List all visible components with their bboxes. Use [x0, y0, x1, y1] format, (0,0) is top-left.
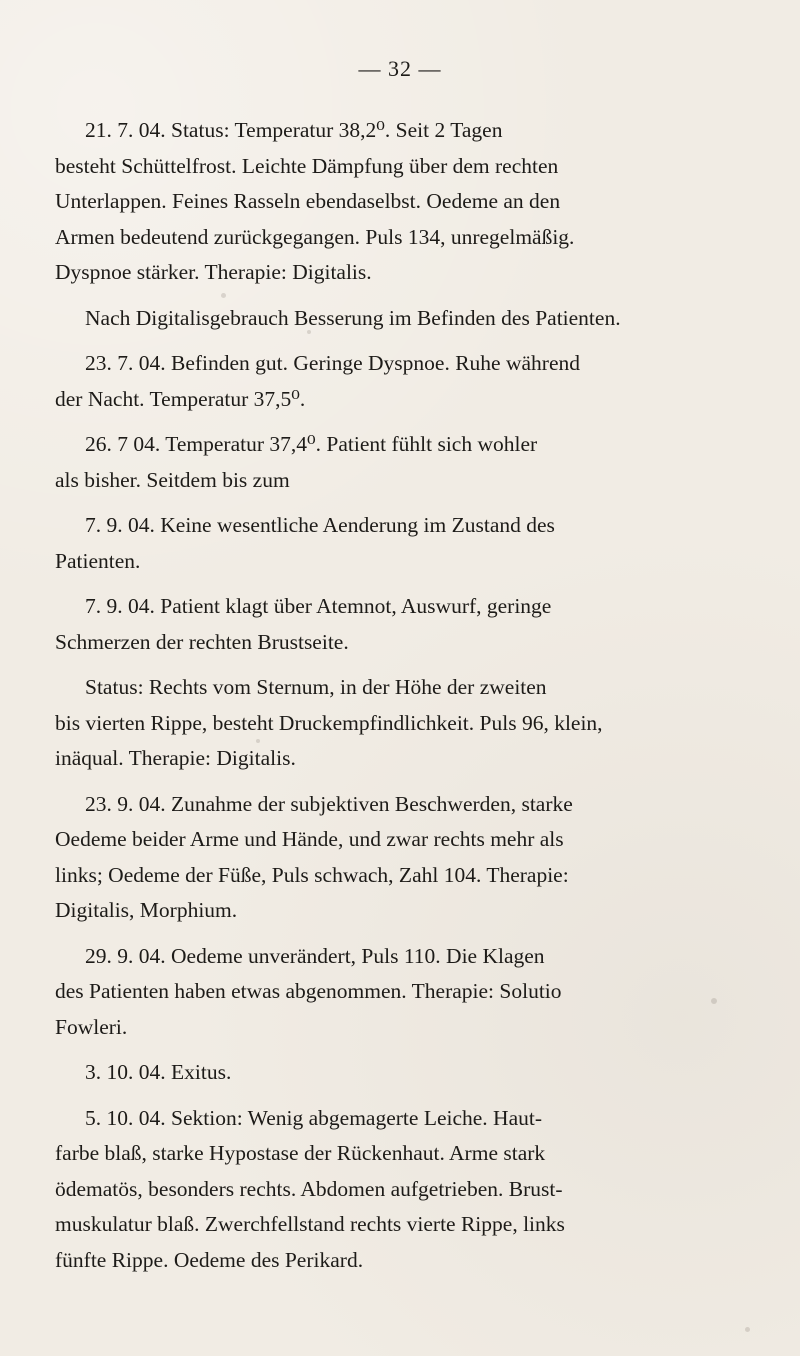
text-line: 23. 9. 04. Zunahme der subjektiven Beschwerden, starke	[85, 791, 573, 816]
text-line: 26. 7 04. Temperatur 37,4⁰. Patient fühlt sich wohler	[85, 432, 538, 456]
ink-spot	[307, 330, 311, 334]
entry-26-7-04	[55, 427, 760, 498]
text-line: 21. 7. 04. Status: Temperatur 38,2⁰. Seit 2 Tagen	[85, 118, 503, 142]
entry-23-9-04	[55, 787, 760, 929]
text-line: Nach Digitalisgebrauch Besserung im Befinden des Patienten.	[85, 305, 621, 330]
entry-21-7-04	[55, 113, 760, 291]
entry-digitalis-improvement	[55, 301, 760, 337]
text-line: muskulatur blaß. Zwerchfellstand rechts vierte Rippe, links	[55, 1212, 565, 1236]
text-line: Fowleri.	[55, 1014, 128, 1039]
text-line: als bisher. Seitdem bis zum	[55, 467, 290, 492]
entry-7-9-04-a	[55, 508, 760, 579]
text-line: ödematös, besonders rechts. Abdomen aufgetrieben. Brust-	[55, 1176, 563, 1201]
text-line: 29. 9. 04. Oedeme unverändert, Puls 110. Die Klagen	[85, 943, 545, 968]
entry-23-7-04	[55, 346, 760, 417]
text-line: Unterlappen. Feines Rasseln ebendaselbst. Oedeme an den	[55, 189, 561, 213]
body-text	[55, 113, 760, 1288]
text-line: 7. 9. 04. Patient klagt über Atemnot, Auswurf, geringe	[85, 594, 552, 618]
entry-5-10-04	[55, 1101, 760, 1279]
text-line: 23. 7. 04. Befinden gut. Geringe Dyspnoe. Ruhe während	[85, 351, 580, 375]
text-line: Schmerzen der rechten Brustseite.	[55, 629, 349, 654]
ink-spot	[711, 998, 717, 1004]
text-line: 7. 9. 04. Keine wesentliche Aenderung im Zustand des	[85, 513, 555, 537]
entry-29-9-04	[55, 939, 760, 1046]
text-line: Dyspnoe stärker. Therapie: Digitalis.	[55, 260, 372, 284]
text-line: Digitalis, Morphium.	[55, 898, 238, 922]
text-line: der Nacht. Temperatur 37,5⁰.	[55, 386, 306, 411]
entry-3-10-04	[55, 1055, 760, 1091]
text-line: fünfte Rippe. Oedeme des Perikard.	[55, 1247, 364, 1272]
text-line: farbe blaß, starke Hypostase der Rückenhaut. Arme stark	[55, 1141, 546, 1165]
entry-status	[55, 670, 760, 777]
ink-spot	[221, 293, 226, 298]
ink-spot	[745, 1327, 750, 1332]
text-line: des Patienten haben etwas abgenommen. Therapie: Solutio	[55, 979, 562, 1003]
text-line: Armen bedeutend zurückgegangen. Puls 134, unregelmäßig.	[55, 224, 575, 249]
text-line: links; Oedeme der Füße, Puls schwach, Zahl 104. Therapie:	[55, 862, 569, 887]
page-number: — 32 —	[358, 56, 442, 81]
text-line: inäqual. Therapie: Digitalis.	[55, 746, 296, 770]
entry-7-9-04-b	[55, 589, 760, 660]
ink-spot	[256, 739, 260, 743]
text-line: Patienten.	[55, 548, 141, 573]
text-line: 3. 10. 04. Exitus.	[85, 1060, 232, 1084]
text-line: Status: Rechts vom Sternum, in der Höhe der zweiten	[85, 675, 547, 699]
text-line: 5. 10. 04. Sektion: Wenig abgemagerte Leiche. Haut-	[85, 1105, 543, 1130]
text-line: bis vierten Rippe, besteht Druckempfindlichkeit. Puls 96, klein,	[55, 710, 603, 735]
text-line: Oedeme beider Arme und Hände, und zwar rechts mehr als	[55, 827, 564, 851]
text-line: besteht Schüttelfrost. Leichte Dämpfung über dem rechten	[55, 153, 559, 178]
